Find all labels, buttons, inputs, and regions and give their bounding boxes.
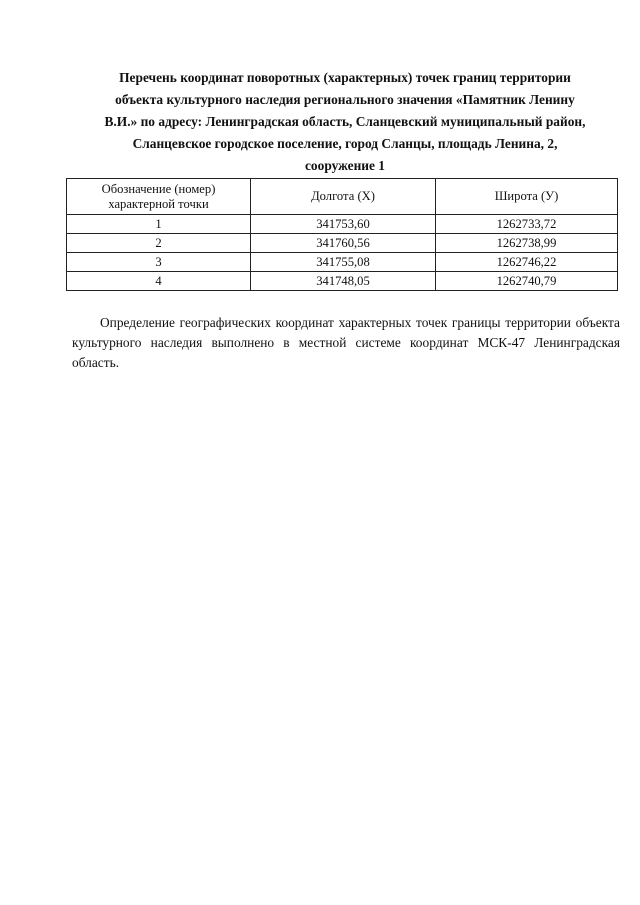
- header-point-number: [67, 179, 251, 215]
- cell-point-number: 2: [67, 234, 251, 253]
- table-row: [67, 253, 618, 272]
- table-row: [67, 234, 618, 253]
- cell-longitude: 341760,56: [251, 234, 436, 253]
- cell-longitude: 341748,05: [251, 272, 436, 291]
- header-longitude: Долгота (X): [251, 179, 436, 215]
- cell-latitude: 1262746,22: [436, 253, 618, 272]
- table-row: [67, 272, 618, 291]
- table-header-row: [67, 179, 618, 215]
- title-line-3: В.И.» по адресу: Ленинградская область, Сланцевский муниципальный район,: [104, 114, 586, 129]
- document-title: [66, 67, 624, 177]
- header-latitude: Широта (У): [436, 179, 618, 215]
- header-point-number-line-2: характерной точки: [108, 196, 209, 211]
- header-point-number-line-1: Обозначение (номер): [101, 181, 216, 196]
- cell-point-number: 4: [67, 272, 251, 291]
- cell-point-number: 1: [67, 215, 251, 234]
- title-line-5: сооружение 1: [304, 158, 386, 173]
- title-line-2: объекта культурного наследия регионального значения «Памятник Ленину: [115, 92, 575, 107]
- table-row: [67, 215, 618, 234]
- cell-latitude: 1262733,72: [436, 215, 618, 234]
- coordinates-table: [66, 178, 618, 291]
- coordinate-system-note: Определение географических координат характерных точек границы территории объекта культурного наследия выполнено в местной системе координат МСК-47 Ленинградская область.: [72, 315, 620, 370]
- cell-latitude: 1262740,79: [436, 272, 618, 291]
- title-line-1: Перечень координат поворотных (характерных) точек границ территории: [119, 70, 571, 85]
- cell-longitude: 341755,08: [251, 253, 436, 272]
- cell-latitude: 1262738,99: [436, 234, 618, 253]
- title-line-4: Сланцевское городское поселение, город Сланцы, площадь Ленина, 2,: [132, 136, 558, 151]
- cell-longitude: 341753,60: [251, 215, 436, 234]
- cell-point-number: 3: [67, 253, 251, 272]
